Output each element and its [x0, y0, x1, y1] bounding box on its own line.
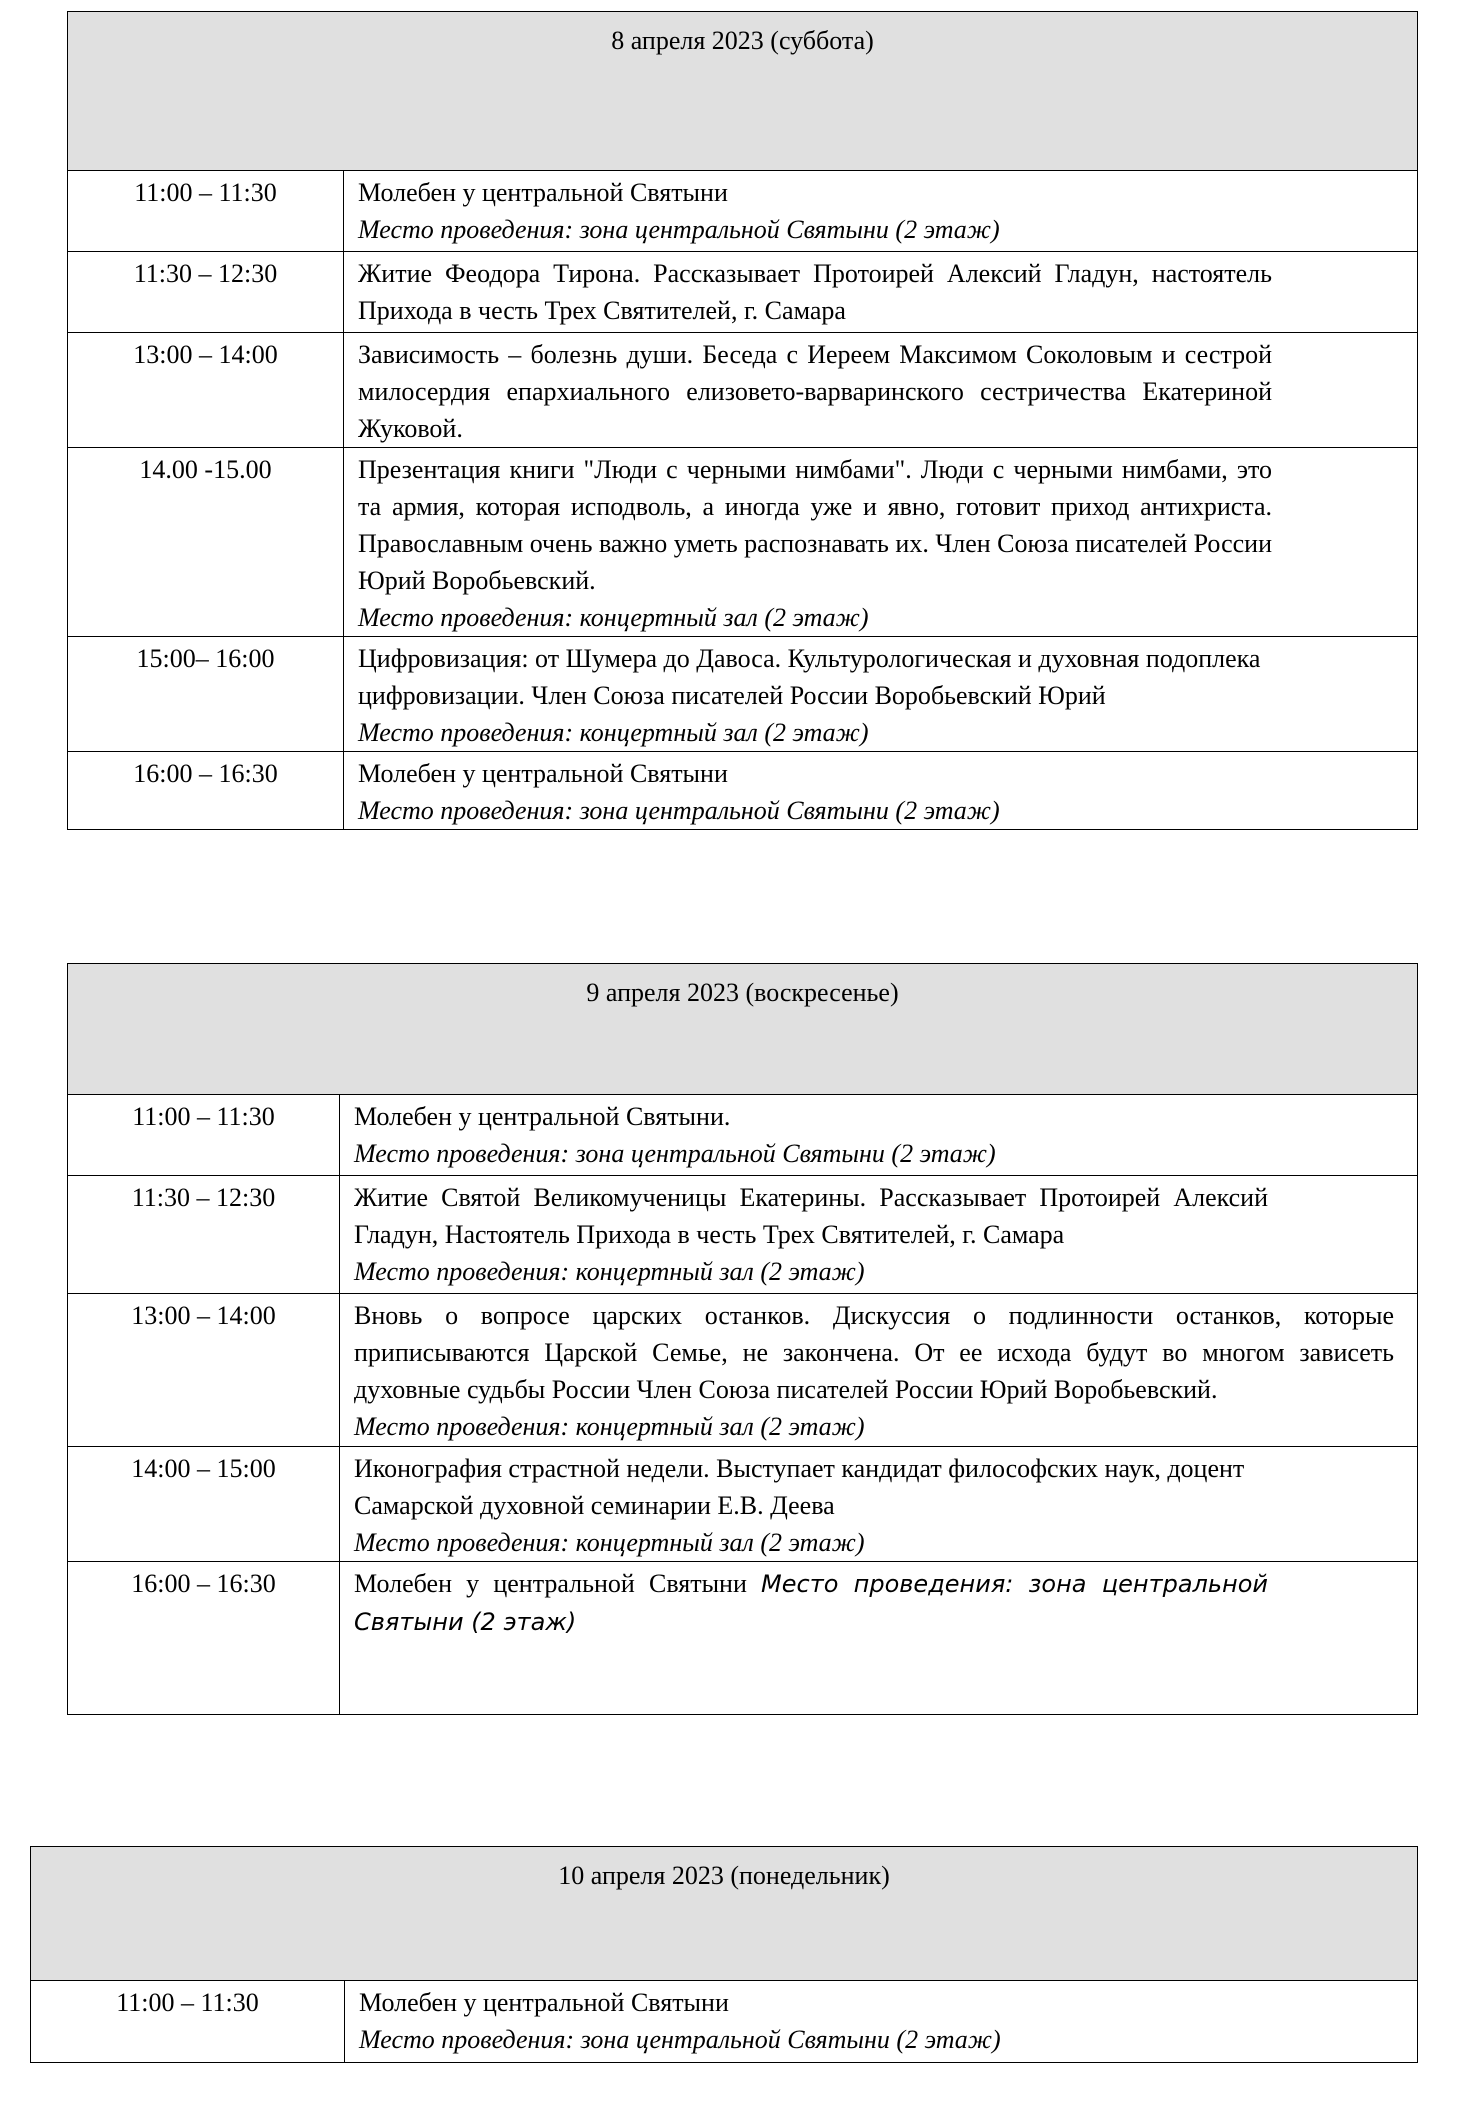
schedule-row [68, 252, 1418, 333]
event-time: 16:00 – 16:30 [68, 1562, 340, 1715]
schedule-row [31, 1981, 1418, 2063]
event-time: 13:00 – 14:00 [68, 1294, 340, 1447]
day-header: 8 апреля 2023 (суббота) [68, 12, 1418, 171]
event-venue: Место проведения: зона центральной Святыни (2 этаж) [354, 1570, 1268, 1636]
event-description: Молебен у центральной Святыни [358, 759, 728, 788]
event-venue: Место проведения: концертный зал (2 этаж) [354, 1528, 865, 1557]
event-description: Молебен у центральной Святыни [359, 1988, 729, 2017]
schedule-row [68, 171, 1418, 252]
schedule-row [68, 1447, 1418, 1562]
event-time: 15:00– 16:00 [68, 637, 344, 752]
event-time: 11:30 – 12:30 [68, 1176, 340, 1294]
event-time: 11:30 – 12:30 [68, 252, 344, 333]
schedule-row [68, 637, 1418, 752]
event-description: Презентация книги "Люди с черными нимбами". Люди с черными нимбами, это та армия, которая исподволь, а иногда уже и явно, готовит приход антихриста. Православным очень важно уметь распознавать их. Член Союза писателей России Юрий Воробьевский. [358, 455, 1272, 595]
event-time: 16:00 – 16:30 [68, 752, 344, 830]
event-venue: Место проведения: концертный зал (2 этаж) [358, 718, 869, 747]
event-venue: Место проведения: зона центральной Святыни (2 этаж) [359, 2025, 1001, 2054]
schedule-row [68, 1095, 1418, 1176]
event-description: Житие Феодора Тирона. Рассказывает Протоирей Алексий Гладун, настоятель Прихода в честь Трех Святителей, г. Самара [358, 259, 1272, 325]
event-details [345, 1981, 1418, 2063]
event-description: Цифровизация: от Шумера до Давоса. Культурологическая и духовная подоплека цифровизации. Член Союза писателей России Воробьевский Юрий [358, 644, 1261, 710]
event-venue: Место проведения: зона центральной Святыни (2 этаж) [354, 1139, 996, 1168]
event-description: Молебен у центральной Святыни [358, 178, 728, 207]
event-details [340, 1095, 1418, 1176]
schedule-row [68, 1294, 1418, 1447]
day-header-row [68, 12, 1418, 171]
event-details [344, 448, 1418, 637]
day-header: 9 апреля 2023 (воскресенье) [68, 964, 1418, 1095]
day-header-row [31, 1847, 1418, 1981]
schedule-row [68, 752, 1418, 830]
event-venue: Место проведения: зона центральной Святыни (2 этаж) [358, 215, 1000, 244]
event-venue: Место проведения: концертный зал (2 этаж) [354, 1257, 865, 1286]
event-description: Молебен у центральной Святыни. [354, 1102, 731, 1131]
event-time: 13:00 – 14:00 [68, 333, 344, 448]
event-details [344, 171, 1418, 252]
event-venue: Место проведения: концертный зал (2 этаж) [358, 603, 869, 632]
event-details [344, 637, 1418, 752]
event-details [340, 1294, 1418, 1447]
event-time: 14:00 – 15:00 [68, 1447, 340, 1562]
event-venue: Место проведения: концертный зал (2 этаж) [354, 1412, 865, 1441]
event-details [344, 752, 1418, 830]
schedule-row [68, 1176, 1418, 1294]
event-venue: Место проведения: зона центральной Святыни (2 этаж) [358, 796, 1000, 825]
day-schedule-table [30, 1846, 1418, 2063]
event-description: Житие Святой Великомученицы Екатерины. Рассказывает Протоирей Алексий Гладун, Настоятель Прихода в честь Трех Святителей, г. Самара [354, 1183, 1268, 1249]
event-description: Зависимость – болезнь души. Беседа с Иереем Максимом Соколовым и сестрой милосердия епархиального елизовето-варваринского сестричества Екатериной Жуковой. [358, 340, 1272, 443]
event-description: Молебен у центральной Святыни [354, 1569, 747, 1598]
event-description-with-venue [354, 1565, 1268, 1641]
event-time: 11:00 – 11:30 [68, 1095, 340, 1176]
event-details [340, 1447, 1418, 1562]
event-description: Иконография страстной недели. Выступает кандидат философских наук, доцент Самарской духовной семинарии Е.В. Деева [354, 1454, 1245, 1520]
schedule-row [68, 1562, 1418, 1715]
event-time: 11:00 – 11:30 [31, 1981, 345, 2063]
schedule-row [68, 333, 1418, 448]
event-description: Вновь о вопросе царских останков. Дискуссия о подлинности останков, которые приписываются Царской Семье, не закончена. От ее исхода будут во многом зависеть духовные судьбы России Член Союза писателей России Юрий Воробьевский. [354, 1301, 1394, 1404]
schedule-row [68, 448, 1418, 637]
event-time: 11:00 – 11:30 [68, 171, 344, 252]
day-header: 10 апреля 2023 (понедельник) [31, 1847, 1418, 1981]
day-header-row [68, 964, 1418, 1095]
event-time: 14.00 -15.00 [68, 448, 344, 637]
event-details [340, 1562, 1418, 1715]
event-details [344, 333, 1418, 448]
day-schedule-table [67, 11, 1418, 830]
event-details [340, 1176, 1418, 1294]
day-schedule-table [67, 963, 1418, 1715]
event-details [344, 252, 1418, 333]
